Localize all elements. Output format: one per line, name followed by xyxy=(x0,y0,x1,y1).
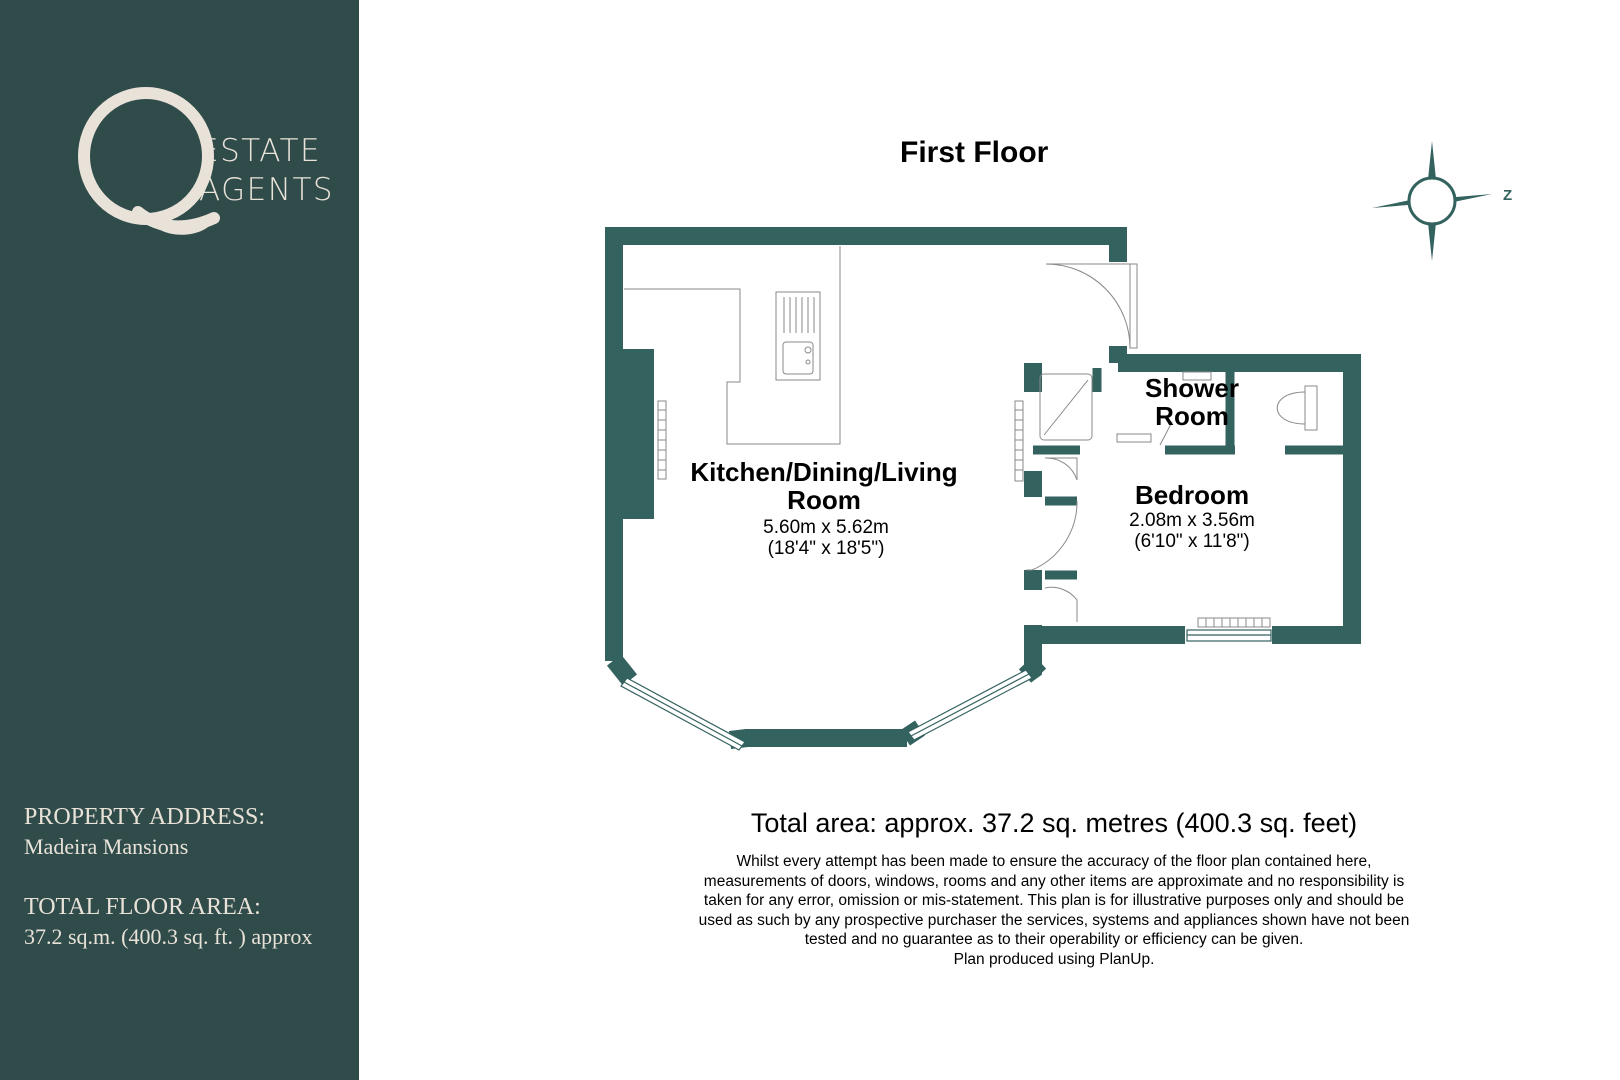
room-shower-name-line1: Shower xyxy=(1145,373,1239,403)
disclaimer-line: taken for any error, omission or mis-statement. This plan is for illustrative purposes only and should be xyxy=(703,892,1405,909)
shower-tray-icon xyxy=(1040,374,1092,440)
entry-door xyxy=(1046,264,1137,348)
logo-word-estate: ESTATE xyxy=(199,133,322,169)
compass-label: Z xyxy=(1503,187,1513,204)
disclaimer-line: Plan produced using PlanUp. xyxy=(953,950,1155,968)
room-kitchen-name-line1: Kitchen/Dining/Living xyxy=(690,457,958,487)
room-kitchen-size-metric: 5.60m x 5.62m xyxy=(763,517,889,538)
disclaimer-line: tested and no guarantee as to their operability or efficiency can be given. xyxy=(804,931,1304,948)
room-bedroom-size-imperial: (6'10" x 11'8") xyxy=(1134,531,1250,552)
total-area-text: Total area: approx. 37.2 sq. metres (400.3 sq. feet) xyxy=(750,808,1358,838)
disclaimer-line: Whilst every attempt has been made to ensure the accuracy of the floor plan contained here, xyxy=(736,853,1372,870)
toilet-icon xyxy=(1277,386,1317,430)
room-shower-name-line2: Room xyxy=(1155,401,1229,431)
room-bedroom-name: Bedroom xyxy=(1134,480,1250,510)
property-address-value: Madeira Mansions xyxy=(24,834,189,859)
floor-title: First Floor xyxy=(900,136,1049,169)
compass-icon xyxy=(1372,141,1492,261)
disclaimer xyxy=(659,852,1449,969)
sink-icon xyxy=(776,292,820,380)
logo-word-agents: AGENTS xyxy=(199,172,335,208)
bedroom-window xyxy=(1187,630,1271,641)
chimney-breast xyxy=(622,349,654,519)
property-address-heading: PROPERTY ADDRESS: xyxy=(24,804,266,830)
disclaimer-line: measurements of doors, windows, rooms and any other items are approximate and no responsibility is xyxy=(703,872,1405,890)
kitchen-counter xyxy=(624,246,840,444)
room-bedroom-size-metric: 2.08m x 3.56m xyxy=(1129,510,1255,531)
total-floor-area-heading: TOTAL FLOOR AREA: xyxy=(24,894,261,920)
room-kitchen-size-imperial: (18'4" x 18'5") xyxy=(767,538,885,559)
room-kitchen-name-line2: Room xyxy=(787,485,861,515)
total-floor-area-value: 37.2 sq.m. (400.3 sq. ft. ) approx xyxy=(24,924,313,949)
disclaimer-line: used as such by any prospective purchaser the services, systems and appliances shown have not been xyxy=(698,911,1410,929)
